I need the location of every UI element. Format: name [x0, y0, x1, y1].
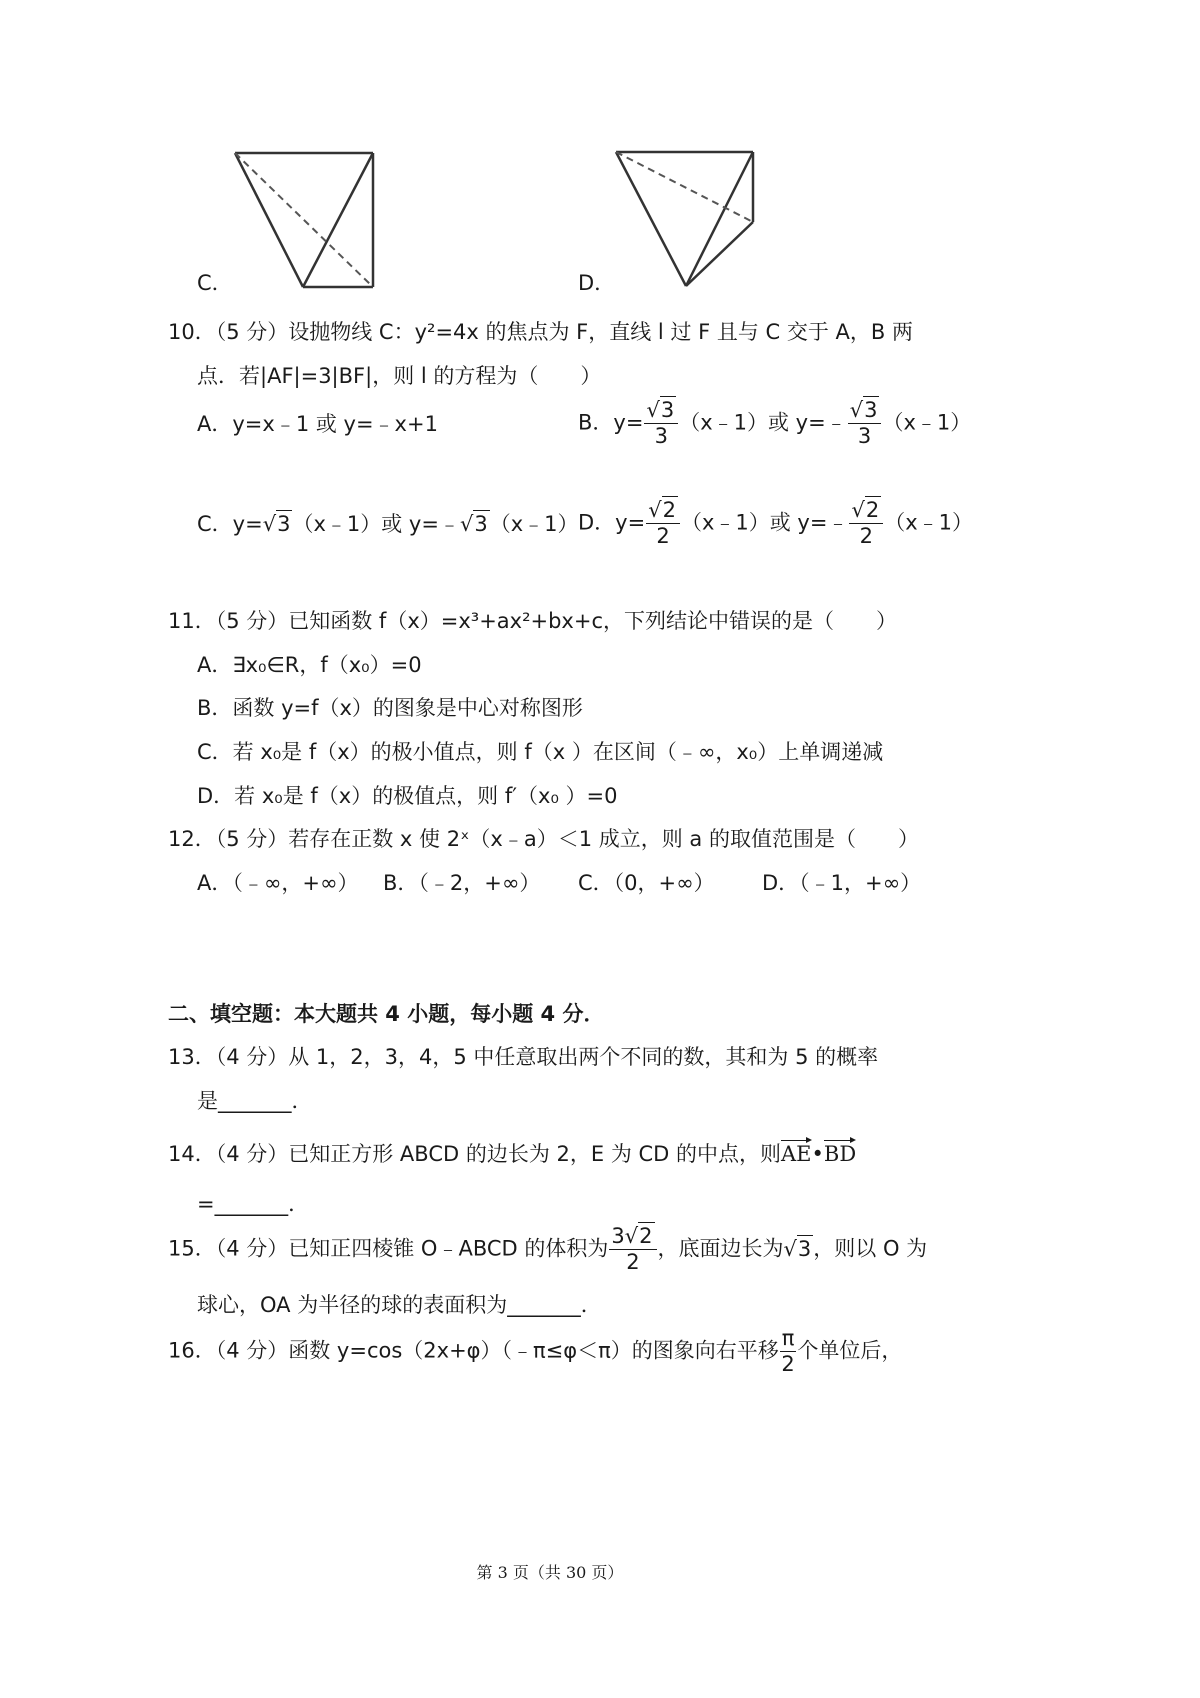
q10-stem-line1: 10．（5 分）设抛物线 C：y²=4x 的焦点为 F，直线 l 过 F 且与 C 交于 A，B 两: [168, 320, 914, 344]
q14-stem-line1: [168, 1138, 856, 1165]
sqrt-symbol: √2: [648, 498, 676, 522]
q13-stem-line2: 是_______．: [197, 1089, 313, 1113]
q16-post: 个单位后，: [797, 1338, 903, 1363]
q11-option-b: B．函数 y=f（x）的图象是中心对称图形: [197, 696, 583, 720]
q12-option-a: A．（﹣∞，+∞）: [197, 871, 359, 895]
figure-d-left-edge: [616, 152, 686, 286]
figure-d-hidden-edge: [616, 152, 753, 222]
sqrt-symbol: √3: [783, 1236, 812, 1261]
figure-c-inner-edge: [303, 153, 373, 287]
q10-b-frac2: $\frac{√3}{3}$: [848, 400, 882, 447]
q14-stem-line2: =_______．: [197, 1192, 310, 1216]
q10-d-pre: D．y=: [578, 510, 646, 535]
sqrt-symbol: √3: [849, 398, 878, 422]
q15-stem-line1: [168, 1226, 927, 1273]
q16-pre: 16．（4 分）函数 y=cos（2x+φ）（﹣π≤φ＜π）的图象向右平移: [168, 1338, 779, 1363]
q10-c-mid: （x﹣1）或 y=﹣: [292, 512, 460, 536]
figure-c-label: C．: [197, 271, 233, 295]
q14-text: 14．（4 分）已知正方形 ABCD 的边长为 2，E 为 CD 的中点，则: [168, 1142, 782, 1166]
q15-pre: 15．（4 分）已知正四棱锥 O﹣ABCD 的体积为: [168, 1236, 609, 1261]
figure-d-diagram: [608, 142, 768, 292]
q10-option-a: A．y=x﹣1 或 y=﹣x+1: [197, 412, 438, 436]
q11-option-a: A．∃x₀∈R，f（x₀）=0: [197, 653, 422, 677]
q15-volume-frac: $\frac{3√2}{2}$: [609, 1226, 656, 1273]
q14-vector-ae: AE: [781, 1138, 812, 1165]
q12-option-d: D．（﹣1，+∞）: [762, 871, 922, 895]
page-footer: 第 3 页（共 30 页）: [476, 1563, 624, 1582]
q12-option-b: B．（﹣2，+∞）: [383, 871, 541, 895]
q10-c-post: （x﹣1）: [489, 512, 579, 536]
q14-dot: •: [811, 1142, 824, 1166]
q10-stem-line2: 点．若|AF|=3|BF|，则 l 的方程为（ ）: [197, 364, 602, 388]
q10-b-pre: B．y=: [578, 410, 644, 435]
q10-option-d: [578, 500, 973, 547]
sqrt-symbol: √3: [262, 512, 291, 536]
q10-option-b: [578, 400, 971, 447]
figure-d-label: D．: [578, 271, 616, 295]
q10-d-post: （x﹣1）: [884, 510, 974, 535]
q10-b-frac1: $\frac{√3}{3}$: [644, 400, 678, 447]
q11-option-c: C．若 x₀是 f（x）的极小值点，则 f（x ）在区间（﹣∞，x₀）上单调递减: [197, 740, 884, 764]
q10-c-pre: C．y=: [197, 512, 263, 536]
q10-d-frac1: $\frac{√2}{2}$: [646, 500, 680, 547]
figure-c-hidden-edge: [235, 153, 373, 287]
q10-d-frac2: $\frac{√2}{2}$: [849, 500, 883, 547]
q16-shift-frac: $\frac{\pi}{2}$: [781, 1326, 795, 1376]
q14-vector-bd: BD: [824, 1138, 856, 1165]
q10-option-c: [197, 514, 579, 535]
q16-stem-line1: [168, 1328, 902, 1375]
q15-stem-line2: 球心，OA 为半径的球的表面积为_______．: [197, 1293, 602, 1317]
figure-c-left-edge: [235, 153, 303, 287]
q12-option-c: C．（0，+∞）: [578, 871, 715, 895]
figure-d-lower-edge: [686, 222, 753, 286]
q15-mid: ，底面边长为: [657, 1236, 784, 1261]
sqrt-symbol: √3: [646, 398, 675, 422]
figure-c-diagram: [225, 145, 385, 295]
q10-b-post: （x﹣1）: [882, 410, 972, 435]
q11-option-d: D．若 x₀是 f（x）的极值点，则 f′（x₀ ）=0: [197, 784, 618, 808]
q13-stem-line1: 13．（4 分）从 1，2，3，4，5 中任意取出两个不同的数，其和为 5 的概率: [168, 1045, 879, 1069]
q10-b-mid: （x﹣1）或 y=﹣: [679, 410, 847, 435]
figure-d-front-edge: [686, 152, 753, 286]
q10-d-mid: （x﹣1）或 y=﹣: [680, 510, 849, 535]
section2-heading: 二、填空题：本大题共 4 小题，每小题 4 分．: [168, 1002, 605, 1026]
sqrt-symbol: √2: [624, 1224, 653, 1248]
q11-stem: 11．（5 分）已知函数 f（x）=x³+ax²+bx+c，下列结论中错误的是（ ）: [168, 609, 897, 633]
q12-stem: 12．（5 分）若存在正数 x 使 2ˣ（x﹣a）＜1 成立，则 a 的取值范围是（ ）: [168, 827, 919, 851]
q15-post: ，则以 O 为: [813, 1236, 928, 1261]
sqrt-symbol: √3: [459, 512, 488, 536]
sqrt-symbol: √2: [851, 498, 880, 522]
